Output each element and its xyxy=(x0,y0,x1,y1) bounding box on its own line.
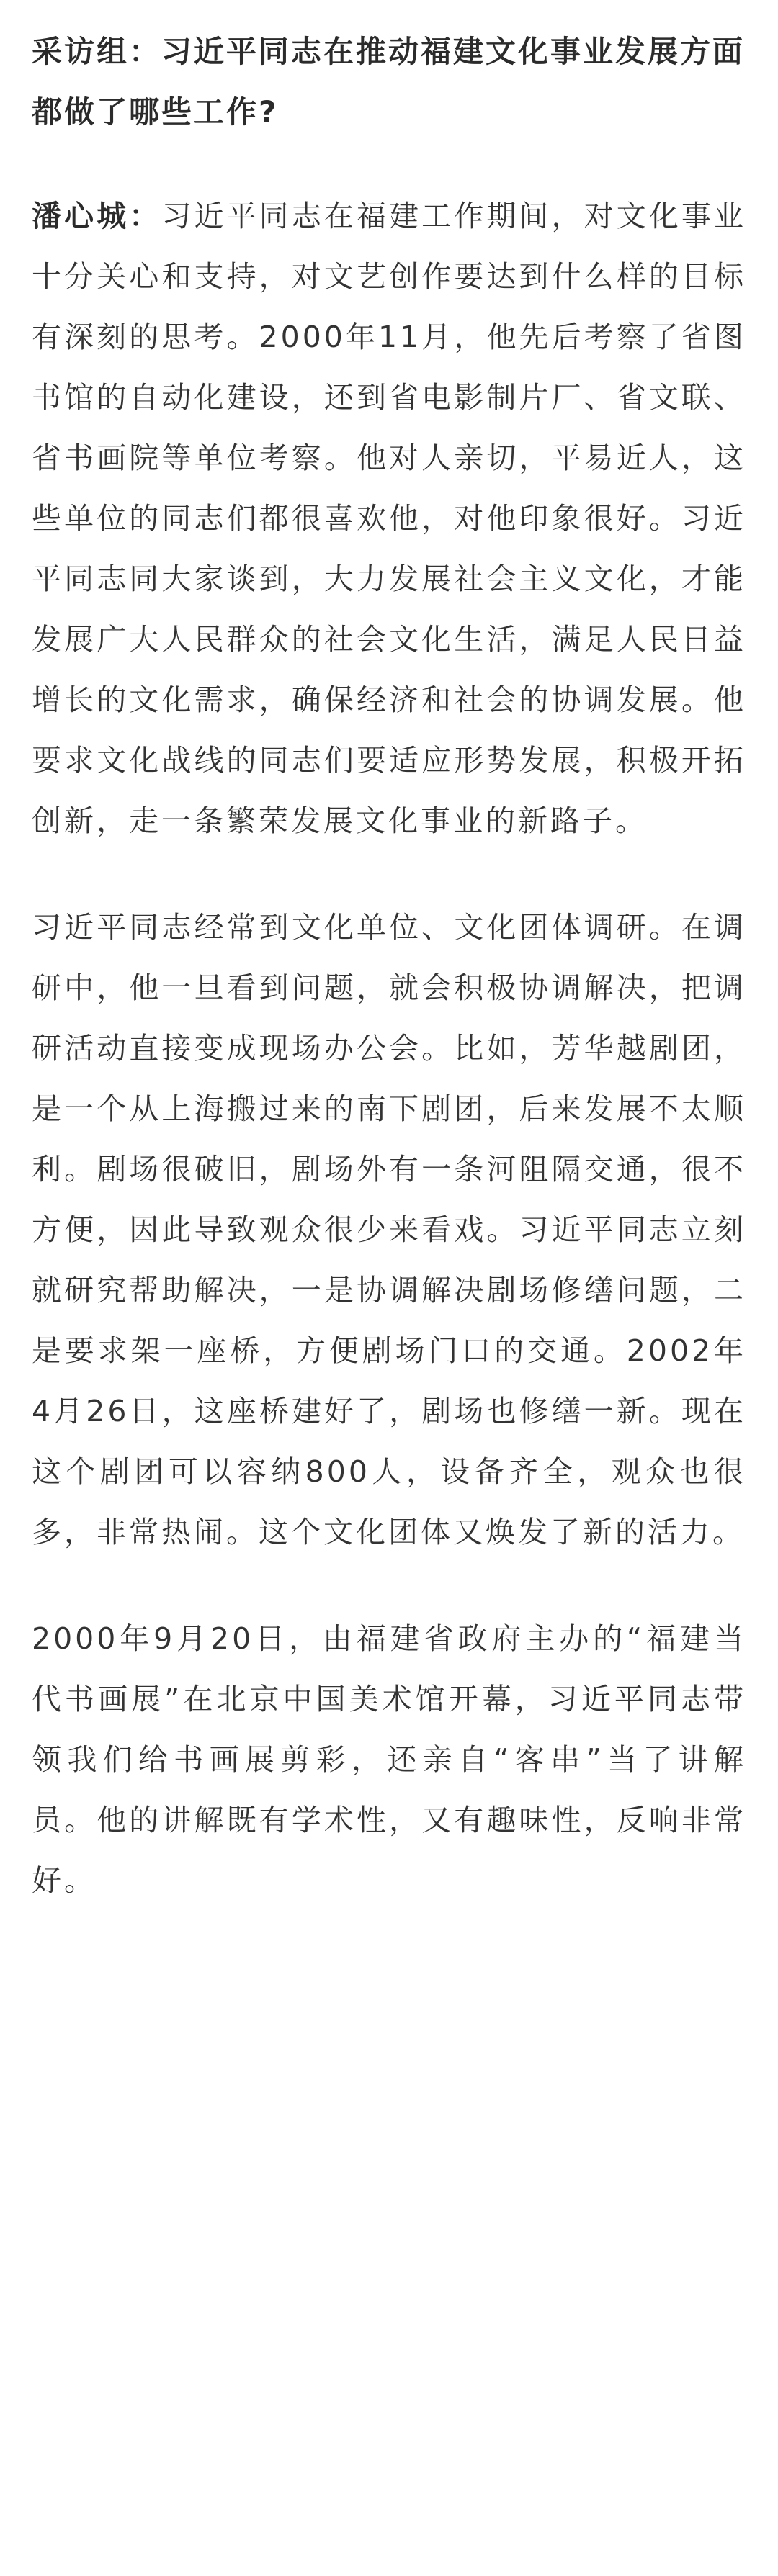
answer-paragraph-2: 习近平同志经常到文化单位、文化团体调研。在调研中，他一旦看到问题，就会积极协调解决，把调研活动直接变成现场办公会。比如，芳华越剧团，是一个从上海搬过来的南下剧团，后来发展不太顺利。剧场很破旧，剧场外有一条河阻隔交通，很不方便，因此导致观众很少来看戏。习近平同志立刻就研究帮助解决，一是协调解决剧场修缮问题，二是要求架一座桥，方便剧场门口的交通。2002年4月26日，这座桥建好了，剧场也修缮一新。现在这个剧团可以容纳800人，设备齐全，观众也很多，非常热闹。这个文化团体又焕发了新的活力。 xyxy=(32,910,746,1549)
interview-question: 采访组：习近平同志在推动福建文化事业发展方面都做了哪些工作? xyxy=(32,34,746,130)
answer-paragraph-1 xyxy=(32,186,746,851)
answer-paragraph-3: 2000年9月20日，由福建省政府主办的“福建当代书画展”在北京中国美术馆开幕，习近平同志带领我们给书画展剪彩，还亲自“客串”当了讲解员。他的讲解既有学术性，又有趣味性，反响非常好。 xyxy=(32,1621,746,1898)
answer-paragraph-1-text: 习近平同志在福建工作期间，对文化事业十分关心和支持，对文艺创作要达到什么样的目标有深刻的思考。2000年11月，他先后考察了省图书馆的自动化建设，还到省电影制片厂、省文联、省书画院等单位考察。他对人亲切，平易近人，这些单位的同志们都很喜欢他，对他印象很好。习近平同志同大家谈到，大力发展社会主义文化，才能发展广大人民群众的社会文化生活，满足人民日益增长的文化需求，确保经济和社会的协调发展。他要求文化战线的同志们要适应形势发展，积极开拓创新，走一条繁荣发展文化事业的新路子。 xyxy=(32,199,747,838)
answer-speaker-label: 潘心城： xyxy=(32,199,162,233)
